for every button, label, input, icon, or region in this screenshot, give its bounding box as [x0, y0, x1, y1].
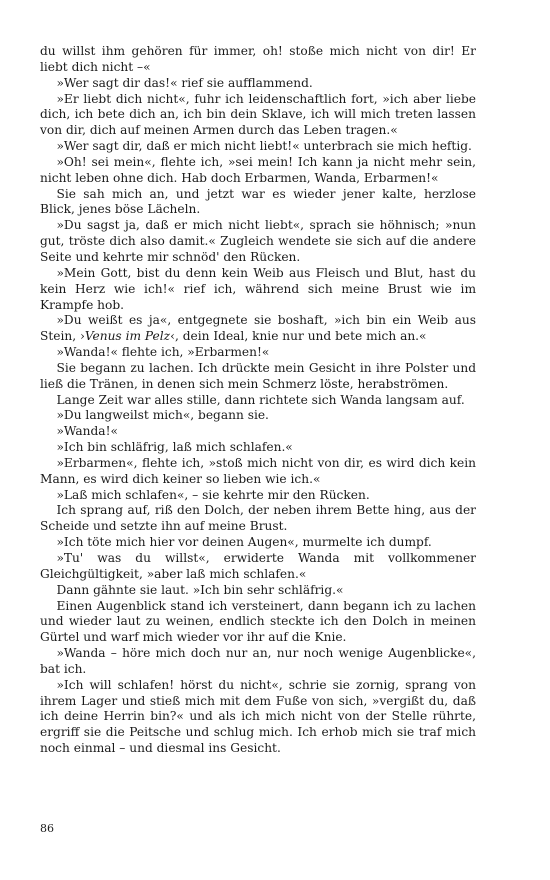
paragraph: »Ich will schlafen! hörst du nicht«, schrie sie zornig, sprang von ihrem Lager und stieß mich mit dem Fuße von sich, »vergißt du, daß ich deine Herrin bin?« und als ich mich nicht von der Stelle rührte, ergriff sie die Peitsche und schlug mich. Ich erhob mich sie traf mich noch einmal – und diesmal ins Gesicht.: [40, 677, 476, 756]
paragraph: »Ich töte mich hier vor deinen Augen«, murmelte ich dumpf.: [56, 535, 432, 550]
paragraph: »Oh! sei mein«, flehte ich, »sei mein! Ich kann ja nicht mehr sein, nicht leben ohne dich. Hab doch Erbarmen, Wanda, Erbarmen!«: [40, 154, 476, 185]
paragraph: »Tu' was du willst«, erwiderte Wanda mit vollkommener Gleichgültigkeit, »aber laß mich schlafen.«: [40, 551, 476, 581]
paragraph: »Ich bin schläfrig, laß mich schlafen.«: [56, 440, 293, 455]
paragraph: »Mein Gott, bist du denn kein Weib aus Fleisch und Blut, hast du kein Herz wie ich!« rief ich, während sich meine Brust wie im Krampfe hob.: [40, 265, 476, 312]
paragraph: Dann gähnte sie laut. »Ich bin sehr schläfrig.«: [56, 582, 344, 597]
paragraph: »Laß mich schlafen«, – sie kehrte mir den Rücken.: [56, 487, 370, 502]
paragraph: du willst ihm gehören für immer, oh! stoße mich nicht von dir! Er liebt dich nicht –«: [40, 44, 476, 74]
paragraph: »Erbarmen«, flehte ich, »stoß mich nicht von dir, es wird dich kein Mann, es wird dich keiner so lieben wie ich.«: [40, 455, 476, 486]
book-title-italic: Venus im Pelz: [84, 329, 171, 344]
paragraph: Einen Augenblick stand ich versteinert, dann begann ich zu lachen und wieder laut zu weinen, endlich steckte ich den Dolch in meinen Gürtel und warf mich wieder vor ihr auf die Knie.: [40, 598, 476, 645]
paragraph-text: »Du weißt es ja«, entgegnete sie boshaft, »ich bin ein Weib aus Stein, ›: [40, 313, 476, 344]
paragraph: »Wanda!«: [56, 424, 118, 439]
paragraph: »Wanda!« flehte ich, »Erbarmen!«: [56, 345, 270, 360]
paragraph: »Wer sagt dir das!« rief sie aufflammend.: [56, 75, 313, 90]
paragraph: Lange Zeit war alles stille, dann richtete sich Wanda langsam auf.: [56, 392, 465, 407]
paragraph: »Er liebt dich nicht«, fuhr ich leidenschaftlich fort, »ich aber liebe dich, ich bete dich an, ich bin dein Sklave, ich will mich treten lassen von dir, dich auf meinen Armen durch das Leben tragen.«: [40, 91, 476, 138]
paragraph: Sie begann zu lachen. Ich drückte mein Gesicht in ihre Polster und ließ die Tränen, in denen sich mein Schmerz löste, herabströmen.: [40, 360, 476, 391]
paragraph: »Du langweilst mich«, begann sie.: [56, 408, 269, 423]
paragraph: »Wer sagt dir, daß er mich nicht liebt!« unterbrach sie mich heftig.: [56, 139, 472, 154]
paragraph-text: ‹, dein Ideal, knie nur und bete mich an.«: [170, 329, 427, 344]
page-number: 86: [40, 822, 54, 835]
paragraph: Ich sprang auf, riß den Dolch, der neben ihrem Bette hing, aus der Scheide und setzte ihn auf meine Brust.: [40, 503, 476, 534]
paragraph: »Wanda – höre mich doch nur an, nur noch wenige Augenblicke«, bat ich.: [40, 646, 476, 676]
paragraph: »Du sagst ja, daß er mich nicht liebt«, sprach sie höhnisch; »nun gut, tröste dich also damit.« Zugleich wendete sie sich auf die andere Seite und kehrte mir schnöd' den Rücken.: [40, 218, 476, 264]
paragraph: Sie sah mich an, und jetzt war es wieder jener kalte, herzlose Blick, jenes böse Lächeln.: [40, 186, 476, 217]
book-page-text: [40, 44, 476, 757]
paragraph-with-title: [40, 313, 476, 345]
